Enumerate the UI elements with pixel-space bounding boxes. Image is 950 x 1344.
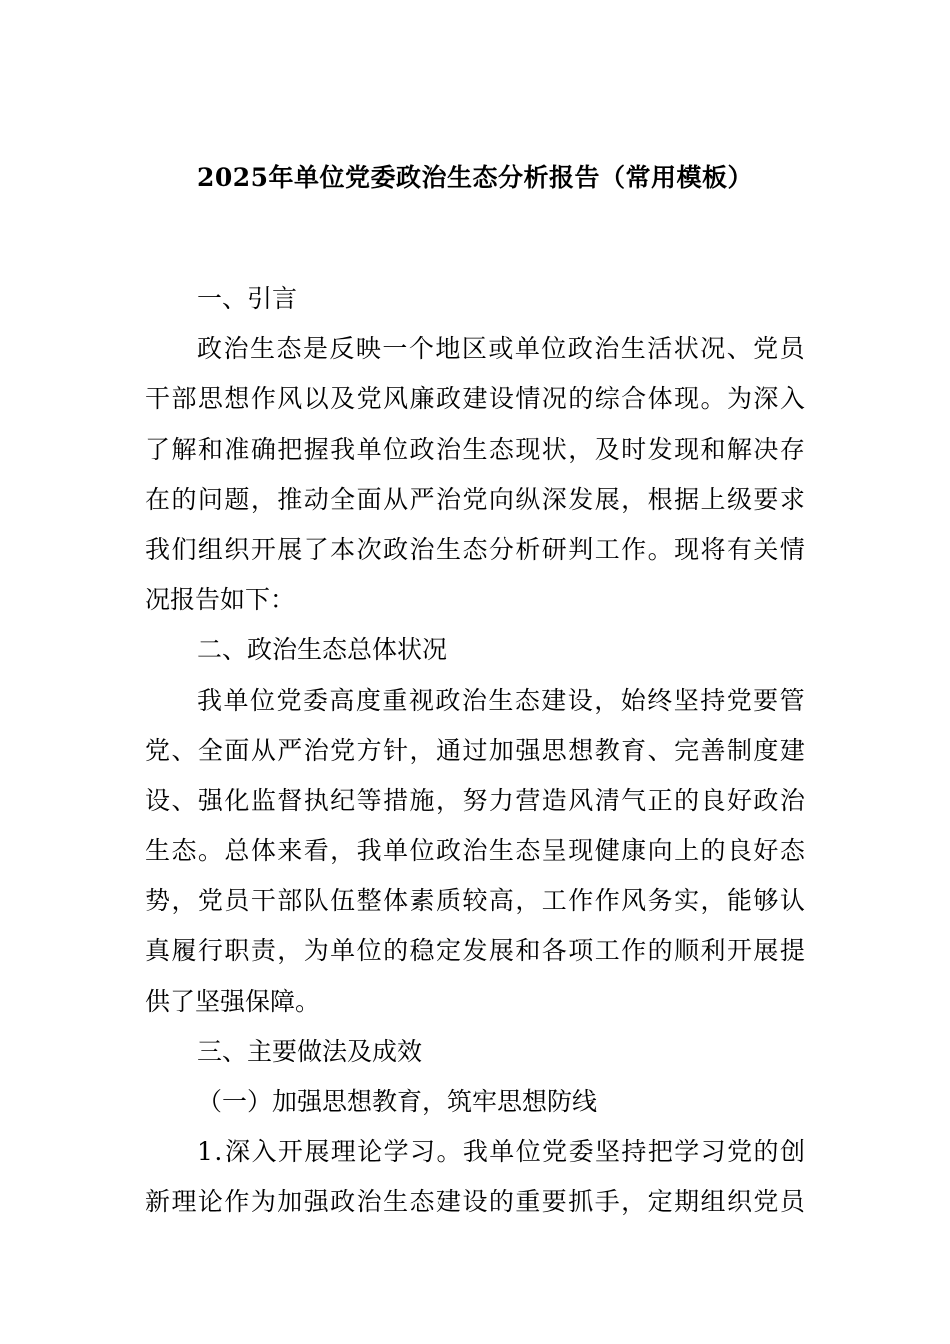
text-line: 设 、 强 化 监 督 执 纪 等 措 施 ， 努 力 营 造 风 清 气 正 的 良 好 政 治 (145, 785, 805, 815)
text-line: 我 们 组 织 开 展 了 本 次 政 治 生 态 分 析 研 判 工 作 。 现 将 有 关 情 (145, 534, 805, 564)
text-line: 党 、 全 面 从 严 治 党 方 针 ， 通 过 加 强 思 想 教 育 、 完 善 制 度 建 (145, 735, 805, 765)
document-body (145, 274, 805, 1228)
text-line: 干 部 思 想 作 风 以 及 党 风 廉 政 建 设 情 况 的 综 合 体 现 。 为 深 入 (145, 384, 805, 414)
text-line: 一、引言 (197, 284, 298, 313)
text-line: 1 . 深 入 开 展 理 论 学 习 。 我 单 位 党 委 坚 持 把 学 习 党 的 创 (197, 1137, 805, 1167)
text-line: 在 的 问 题 ， 推 动 全 面 从 严 治 党 向 纵 深 发 展 ， 根 据 上 级 要 求 (145, 484, 805, 514)
text-line: 势 ， 党 员 干 部 队 伍 整 体 素 质 较 高 ， 工 作 作 风 务 实 ， 能 够 认 (145, 886, 805, 916)
text-line: 二、政治生态总体状况 (197, 635, 448, 665)
text-line: （一）加强思想教育，筑牢思想防线 (197, 1087, 598, 1116)
text-line: 真 履 行 职 责 ， 为 单 位 的 稳 定 发 展 和 各 项 工 作 的 顺 利 开 展 提 (145, 936, 805, 966)
text-line: 况报告如下： (145, 585, 296, 615)
text-line: 供了坚强保障。 (145, 986, 321, 1016)
text-line: 新 理 论 作 为 加 强 政 治 生 态 建 设 的 重 要 抓 手 ， 定 期 组 织 党 员 (145, 1187, 805, 1217)
text-line: 政 治 生 态 是 反 映 一 个 地 区 或 单 位 政 治 生 活 状 况 、 党 员 (197, 334, 805, 364)
text-line: 生 态 。 总 体 来 看 ， 我 单 位 政 治 生 态 呈 现 健 康 向 上 的 良 好 态 (145, 836, 805, 866)
document-title: 2025年单位党委政治生态分析报告（常用模板） (196, 163, 754, 192)
text-line: 三、主要做法及成效 (197, 1036, 423, 1066)
text-line: 了 解 和 准 确 把 握 我 单 位 政 治 生 态 现 状 ， 及 时 发 现 和 解 决 存 (145, 434, 805, 464)
text-line: 我 单 位 党 委 高 度 重 视 政 治 生 态 建 设 ， 始 终 坚 持 党 要 管 (197, 685, 805, 715)
